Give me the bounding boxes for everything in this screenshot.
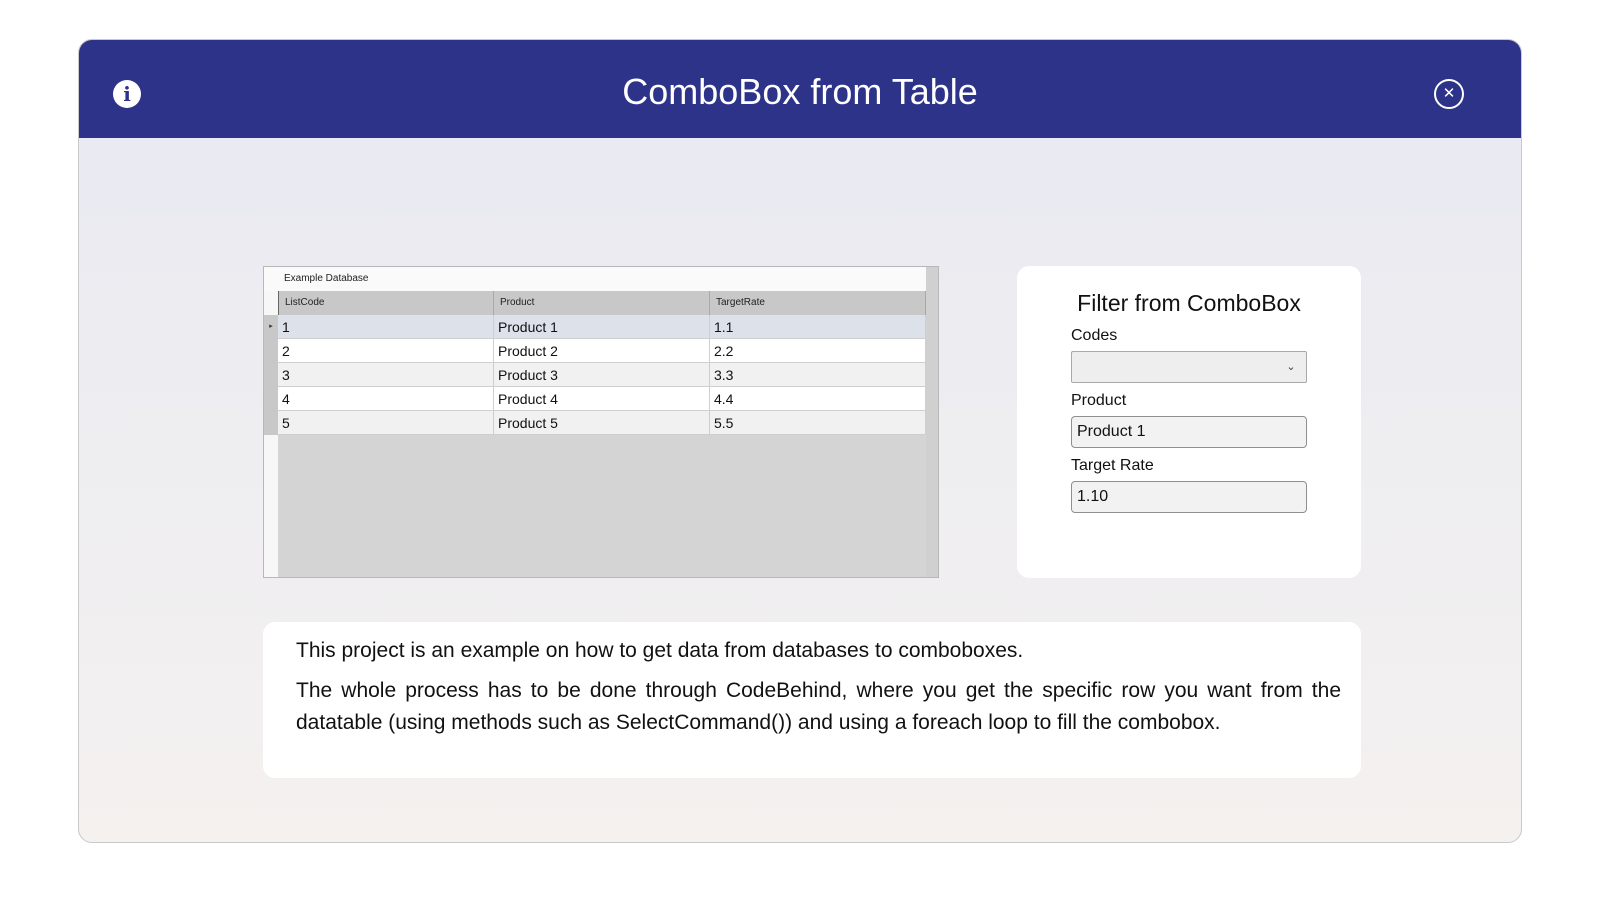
app-window	[78, 39, 1522, 843]
filter-panel-title: Filter from ComboBox	[1077, 290, 1301, 316]
description-paragraph-2: The whole process has to be done through CodeBehind, where you get the specific row you want from the datatable (using methods such as SelectCommand()) and using a foreach loop to fill the combobox.	[296, 679, 1341, 734]
column-header-product[interactable]: Product	[494, 291, 710, 315]
row-header[interactable]	[264, 411, 278, 435]
cell-targetrate[interactable]: 2.2	[710, 339, 926, 363]
product-label: Product	[1071, 392, 1127, 409]
cell-product[interactable]: Product 5	[494, 411, 710, 435]
description-paragraph-1: This project is an example on how to get data from databases to comboboxes.	[296, 639, 1024, 662]
codes-combobox[interactable]	[1071, 351, 1307, 383]
row-header[interactable]	[264, 387, 278, 411]
description-panel	[263, 622, 1361, 778]
cell-listcode[interactable]: 3	[278, 363, 494, 387]
cell-listcode[interactable]: 5	[278, 411, 494, 435]
cell-listcode[interactable]: 4	[278, 387, 494, 411]
cell-targetrate[interactable]: 3.3	[710, 363, 926, 387]
codes-label: Codes	[1071, 327, 1118, 344]
grid-caption: Example Database	[264, 267, 926, 291]
cell-targetrate[interactable]: 1.1	[710, 315, 926, 339]
row-header[interactable]	[264, 339, 278, 363]
grid-scrollbar[interactable]	[926, 267, 938, 577]
product-textbox[interactable]	[1071, 416, 1307, 448]
window-title: ComboBox from Table	[622, 71, 978, 112]
target-rate-textbox[interactable]	[1071, 481, 1307, 513]
cell-product[interactable]: Product 2	[494, 339, 710, 363]
cell-product[interactable]: Product 4	[494, 387, 710, 411]
title-bar	[79, 40, 1521, 138]
target-rate-label: Target Rate	[1071, 457, 1154, 474]
cell-listcode[interactable]: 1	[278, 315, 494, 339]
info-icon[interactable]: i	[113, 80, 141, 108]
cell-product[interactable]: Product 1	[494, 315, 710, 339]
row-header-current-arrow[interactable]: ▸	[264, 315, 278, 339]
cell-targetrate[interactable]: 4.4	[710, 387, 926, 411]
cell-product[interactable]: Product 3	[494, 363, 710, 387]
cell-listcode[interactable]: 2	[278, 339, 494, 363]
chevron-down-icon[interactable]: ⌄	[1286, 361, 1296, 373]
close-icon[interactable]: ✕	[1434, 79, 1464, 109]
column-header-listcode[interactable]: ListCode	[278, 291, 494, 315]
filter-panel	[1017, 266, 1361, 578]
column-header-targetrate[interactable]: TargetRate	[710, 291, 926, 315]
example-database-grid[interactable]	[263, 266, 939, 578]
row-header[interactable]	[264, 363, 278, 387]
cell-targetrate[interactable]: 5.5	[710, 411, 926, 435]
